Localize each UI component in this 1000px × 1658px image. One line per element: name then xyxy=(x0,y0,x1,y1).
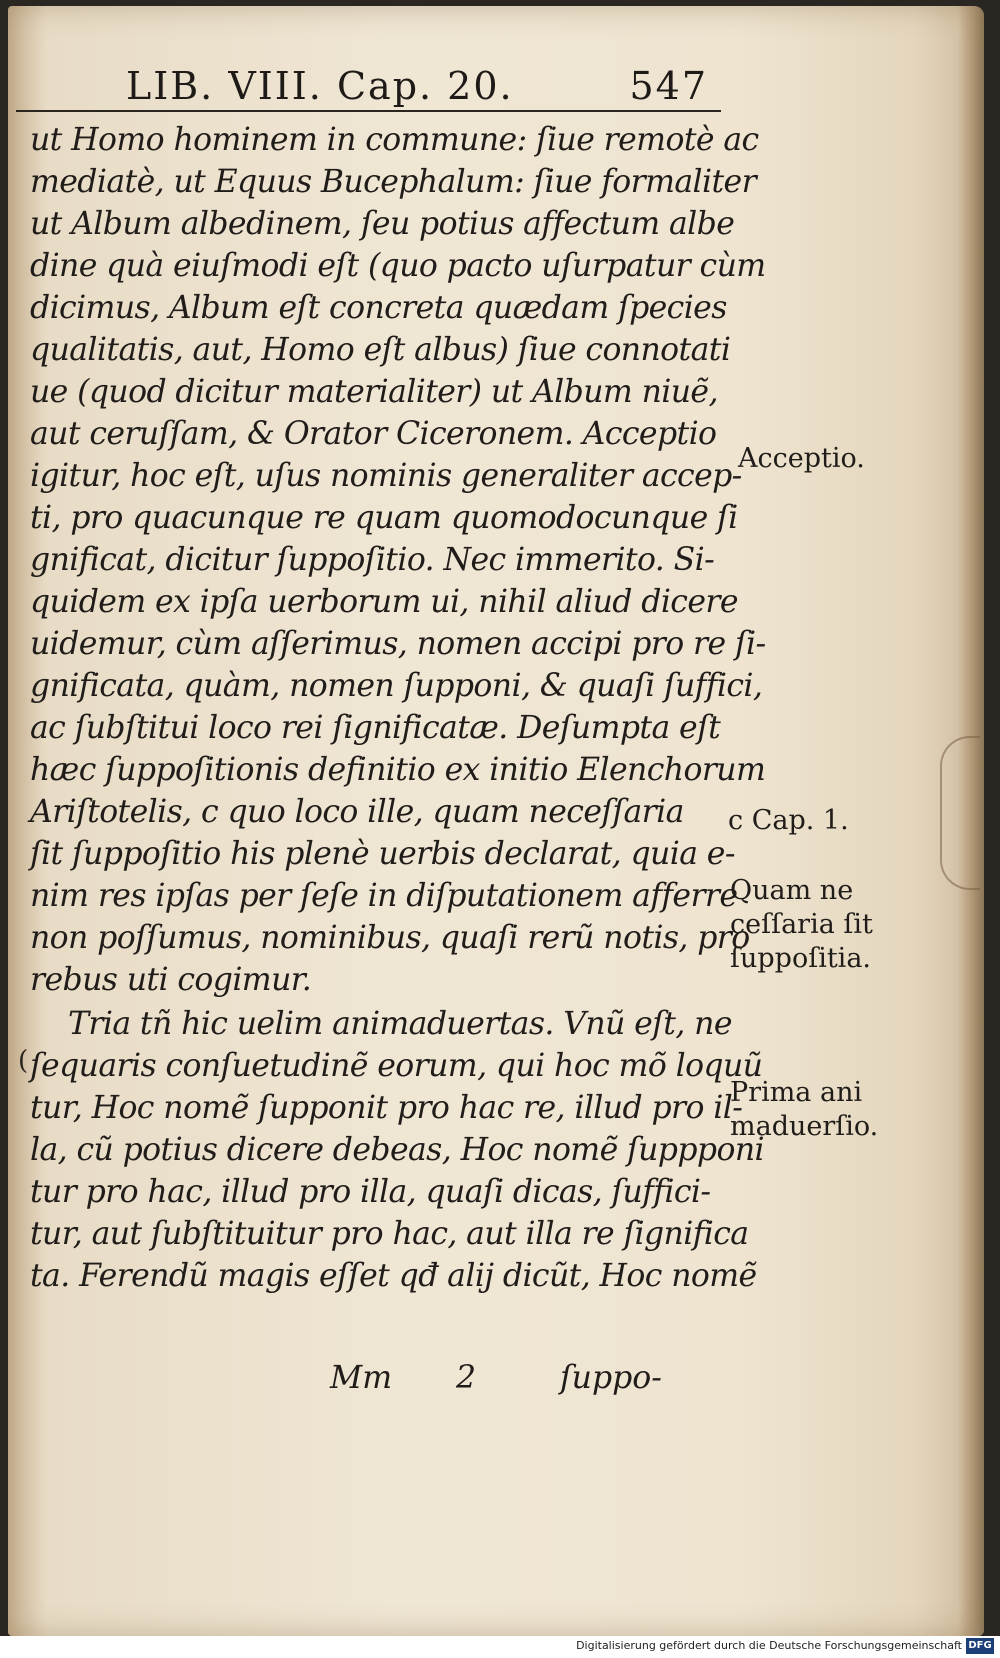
margin-note-prima-1: Prima ani xyxy=(730,1077,863,1108)
dfg-logo: DFG xyxy=(966,1638,994,1654)
body-line: rebus uti cogimur. xyxy=(30,962,312,998)
body-line: ue (quod dicitur materialiter) ut Album niuẽ, xyxy=(30,374,718,410)
body-line: qualitatis, aut, Homo eſt albus) ſiue connotati xyxy=(30,332,731,368)
body-line: igitur, hoc eſt, uſus nominis generaliter accep- xyxy=(30,458,742,494)
paragraph-bracket: ( xyxy=(18,1046,29,1076)
body-line: ut Homo hominem in commune: ſiue remotè ac xyxy=(30,122,759,158)
digitization-footer xyxy=(0,1636,1000,1658)
signature-mark: Mm xyxy=(330,1360,393,1396)
body-line: ſequaris conſuetudinẽ eorum, qui hoc mõ loquũ xyxy=(30,1048,763,1084)
body-line: dicimus, Album eſt concreta quædam ſpecies xyxy=(30,290,727,326)
body-line: ti, pro quacunque re quam quomodocunque ſi xyxy=(30,500,738,536)
body-line: ta. Ferendũ magis eſſet qđ alij dicũt, Hoc nomẽ xyxy=(30,1258,757,1294)
running-header xyxy=(108,64,708,112)
page-number: 547 xyxy=(629,64,708,108)
body-line: gnificata, quàm, nomen ſupponi, & quaſi ſuffici, xyxy=(30,668,763,704)
margin-note-prima-2: maduerſio. xyxy=(730,1111,879,1142)
catchword: ſuppo- xyxy=(560,1360,662,1396)
margin-note-quam-2: ceſſaria ſit xyxy=(730,909,873,940)
body-line: Ariſtotelis, c quo loco ille, quam neceſſaria xyxy=(30,794,684,830)
page-edge-tab xyxy=(940,736,980,890)
book-page xyxy=(8,6,984,1636)
margin-note-quam-1: Quam ne xyxy=(730,875,854,906)
body-line: Tria tñ hic uelim animaduertas. Vnũ eſt, ne xyxy=(68,1006,732,1042)
body-line: tur, aut ſubſtituitur pro hac, aut illa re ſignifica xyxy=(30,1216,749,1252)
body-line: ſit ſuppoſitio his plenè uerbis declarat, quia e- xyxy=(30,836,735,872)
body-line: non poſſumus, nominibus, quaſi rerũ notis, pro xyxy=(30,920,750,956)
body-line: tur, Hoc nomẽ ſupponit pro hac re, illud pro il- xyxy=(30,1090,743,1126)
body-line: mediatè, ut Equus Bucephalum: ſiue formaliter xyxy=(30,164,757,200)
body-line: hæc ſuppoſitionis definitio ex initio Elenchorum xyxy=(30,752,766,788)
margin-note-acceptio: Acceptio. xyxy=(738,443,865,474)
body-line: gnificat, dicitur ſuppoſitio. Nec immerito. Si- xyxy=(30,542,715,578)
body-line: ac ſubſtitui loco rei ſignificatæ. Deſumpta eſt xyxy=(30,710,721,746)
body-line: dine quà eiuſmodi eſt (quo pacto uſurpatur cùm xyxy=(30,248,766,284)
margin-note-quam-3: ſuppoſitia. xyxy=(730,943,871,974)
body-line: nim res ipſas per ſeſe in diſputationem afferre xyxy=(30,878,738,914)
body-line: la, cũ potius dicere debeas, Hoc nomẽ ſuppponi xyxy=(30,1132,764,1168)
header-rule xyxy=(16,110,721,112)
signature-number: 2 xyxy=(456,1360,477,1396)
margin-note-cap-ref: c Cap. 1. xyxy=(728,805,849,836)
body-line: ut Album albedinem, ſeu potius affectum albe xyxy=(30,206,735,242)
running-title: LIB. VIII. Cap. 20. xyxy=(126,64,514,108)
body-line: tur pro hac, illud pro illa, quaſi dicas, ſuffici- xyxy=(30,1174,711,1210)
body-line: aut ceruſſam, & Orator Ciceronem. Acceptio xyxy=(30,416,717,452)
body-line: uidemur, cùm aſſerimus, nomen accipi pro re ſi- xyxy=(30,626,766,662)
funding-credit: Digitalisierung gefördert durch die Deutsche Forschungsgemeinschaft xyxy=(576,1639,962,1652)
body-line: quidem ex ipſa uerborum ui, nihil aliud dicere xyxy=(30,584,738,620)
